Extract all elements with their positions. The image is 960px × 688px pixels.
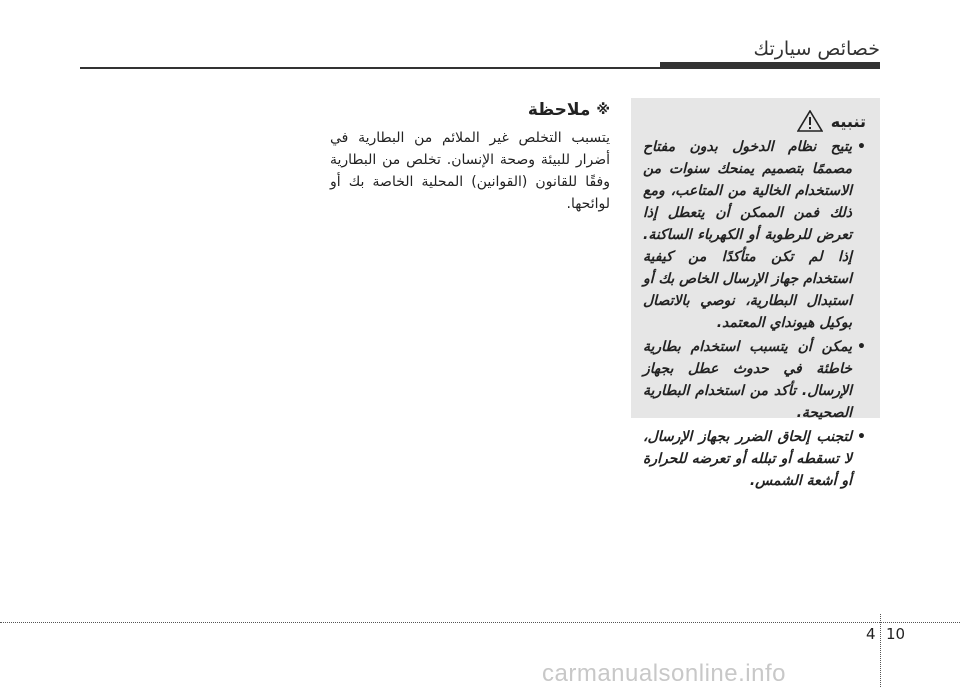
footer-divider [880,614,881,687]
warning-triangle-icon [797,110,823,132]
warning-item: • لتجنب إلحاق الضرر بجهاز الإرسال، لا تسقطه أو تبلله أو تعرضه للحرارة أو أشعة الشمس. [643,426,866,492]
note-heading-text: ملاحظة [527,100,591,120]
header-title: خصائص سيارتك [753,38,880,60]
note-section [330,99,610,215]
note-marker-icon: ※ [596,102,610,118]
watermark: carmanualsonline.info [542,660,786,687]
footer-rule [0,622,960,623]
page-chapter: 4 [866,625,876,643]
header-rule-accent [660,62,880,69]
note-body: يتسبب التخلص غير الملائم من البطارية في أضرار للبيئة وصحة الإنسان. تخلص من البطارية وفقًا للقانون (القوانين) المحلية الخاصة بك أو لوائحها. [330,130,610,212]
warning-box [631,98,880,489]
warning-title: تنبيه [830,111,866,131]
note-heading [330,99,610,121]
warning-list [643,136,866,492]
warning-item: • يمكن أن يتسبب استخدام بطارية خاطئة في حدوث عطل بجهاز الإرسال. تأكد من استخدام البطارية الصحيحة. [643,336,866,424]
warning-header [643,110,866,132]
page-number: 10 [886,625,906,643]
warning-item: • يتيح نظام الدخول بدون مفتاح مصممًا بتصميم يمنحك سنوات من الاستخدام الخالية من المتاعب، ومع ذلك فمن الممكن أن يتعطل إذا تعرض للرطوبة أو الكهرباء الساكنة. إذا لم تكن متأكدًا من كيفية استخدام جهاز الإرسال الخاص بك أو استبدال البطارية، نوصي بالاتصال بوكيل هيونداي المعتمد. [643,136,866,334]
